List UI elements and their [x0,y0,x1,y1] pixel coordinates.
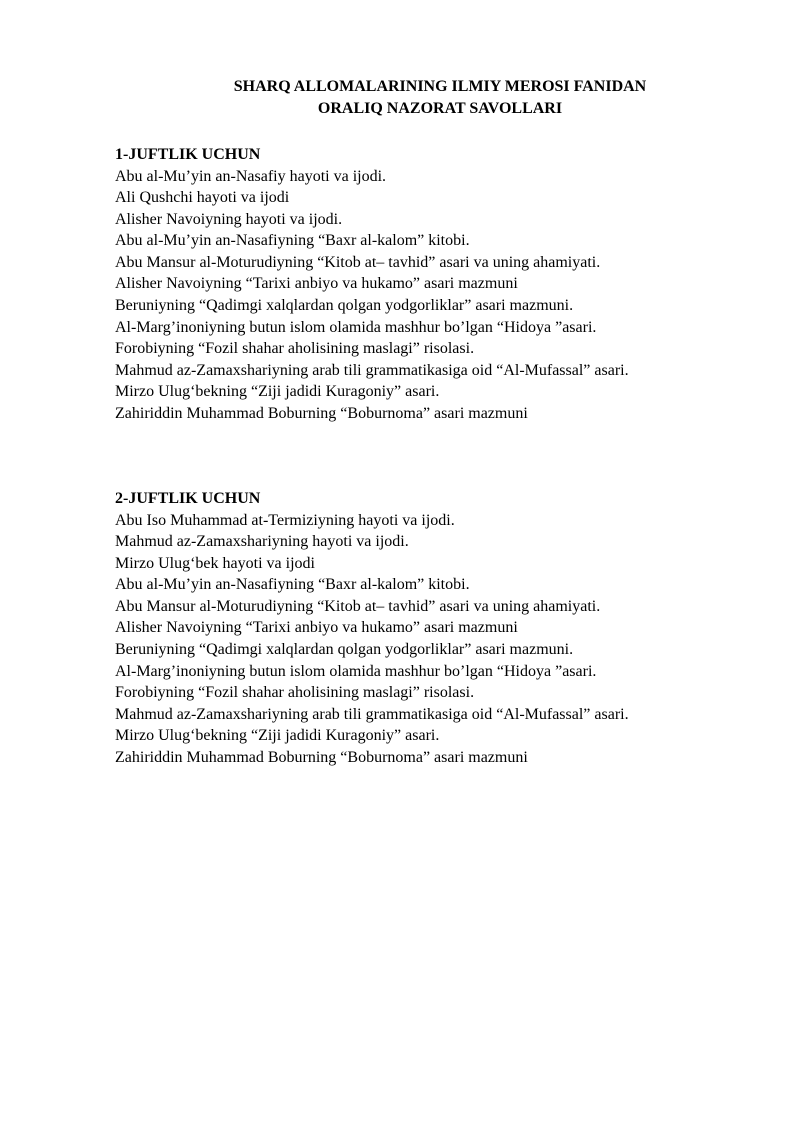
list-item: Al-Marg’inoniyning butun islom olamida mashhur bo’lgan “Hidoya ”asari. [115,318,597,336]
list-item: Mahmud az-Zamaxshariyning hayoti va ijodi. [115,533,409,551]
list-item: Abu Iso Muhammad at-Termiziyning hayoti va ijodi. [115,511,455,529]
list-item: Abu al-Mu’yin an-Nasafiyning “Baxr al-kalom” kitobi. [115,232,470,250]
list-item: Ali Qushchi hayoti va ijodi [115,189,290,207]
list-item: Alisher Navoiyning hayoti va ijodi. [115,210,343,228]
title-line-1: SHARQ ALLOMALARINING ILMIY MEROSI FANIDAN [233,78,647,95]
list-item: Abu Mansur al-Moturudiyning “Kitob at– tavhid” asari va uning ahamiyati. [115,597,601,615]
document-title [95,76,785,120]
list-item: Beruniyning “Qadimgi xalqlardan qolgan yodgorliklar” asari mazmuni. [115,297,574,315]
list-item: Zahiriddin Muhammad Boburning “Boburnoma” asari mazmuni [115,749,528,767]
list-item: Mirzo Ulug‘bekning “Ziji jadidi Kuragoniy” asari. [115,727,440,745]
list-item: Abu al-Mu’yin an-Nasafiyning “Baxr al-kalom” kitobi. [115,576,470,594]
list-item: Abu Mansur al-Moturudiyning “Kitob at– tavhid” asari va uning ahamiyati. [115,253,601,271]
list-item: Abu al-Mu’yin an-Nasafiy hayoti va ijodi. [115,167,387,185]
list-item: Alisher Navoiyning “Tarixi anbiyo va hukamo” asari mazmuni [115,619,518,637]
section-1 [115,144,775,425]
section-heading: 2-JUFTLIK UCHUN [115,490,261,507]
list-item: Beruniyning “Qadimgi xalqlardan qolgan yodgorliklar” asari mazmuni. [115,641,574,659]
list-item: Forobiyning “Fozil shahar aholisining maslagi” risolasi. [115,684,475,702]
list-item: Mahmud az-Zamaxshariyning arab tili grammatikasiga oid “Al-Mufassal” asari. [115,361,629,379]
list-item: Mirzo Ulug‘bekning “Ziji jadidi Kuragoniy” asari. [115,383,440,401]
list-item: Mahmud az-Zamaxshariyning arab tili grammatikasiga oid “Al-Mufassal” asari. [115,705,629,723]
section-heading: 1-JUFTLIK UCHUN [115,146,261,163]
question-list [115,510,775,769]
title-line-2: ORALIQ NAZORAT SAVOLLARI [317,100,563,117]
question-list [115,166,775,425]
list-item: Forobiyning “Fozil shahar aholisining maslagi” risolasi. [115,340,475,358]
list-item: Zahiriddin Muhammad Boburning “Boburnoma” asari mazmuni [115,405,528,423]
section-2 [115,488,775,769]
list-item: Mirzo Ulug‘bek hayoti va ijodi [115,554,315,572]
list-item: Alisher Navoiyning “Tarixi anbiyo va hukamo” asari mazmuni [115,275,518,293]
list-item: Al-Marg’inoniyning butun islom olamida mashhur bo’lgan “Hidoya ”asari. [115,662,597,680]
